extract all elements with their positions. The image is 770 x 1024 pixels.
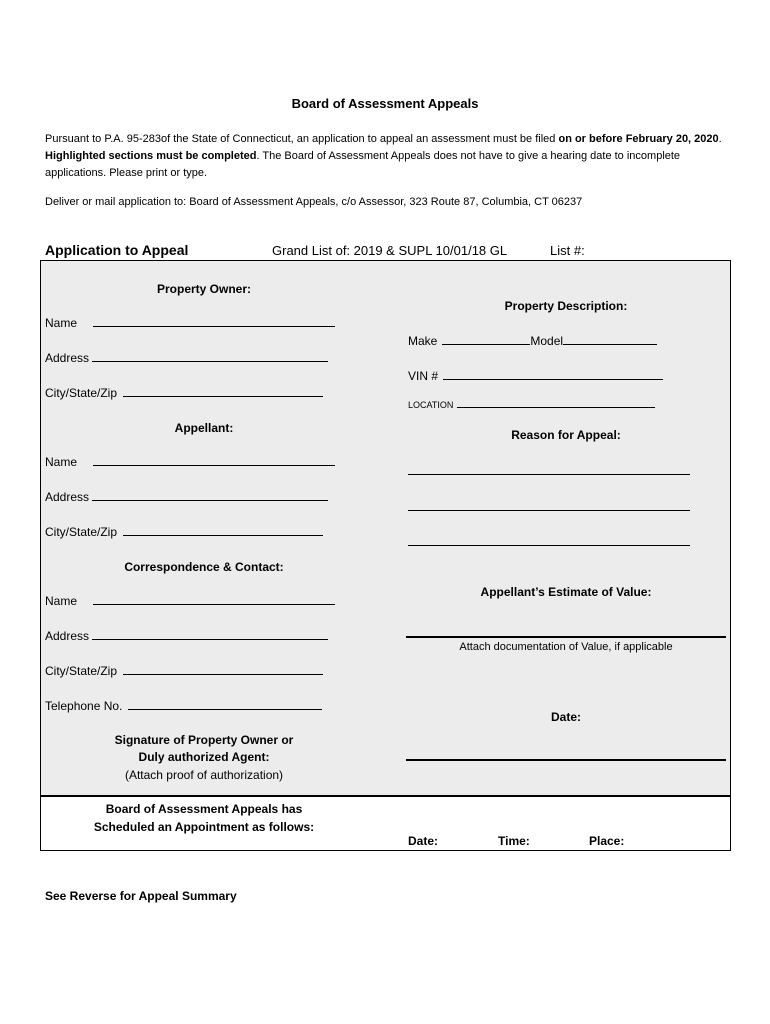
contact-name-field[interactable] xyxy=(45,594,335,608)
contact-address-field[interactable] xyxy=(45,629,328,643)
intro-deadline: on or before February 20, 2020 xyxy=(558,133,719,145)
intro-text-3: . The Board of Assessment Appeals does not have to give a hearing date to incomplete applications. Please print or type. xyxy=(45,150,681,179)
signature-line1: Signature of Property Owner or xyxy=(114,733,294,747)
owner-name-label: Name xyxy=(45,316,78,330)
owner-name-field[interactable] xyxy=(45,316,335,330)
list-number-label: List #: xyxy=(550,243,585,258)
correspondence-heading: Correspondence & Contact: xyxy=(124,560,284,574)
reason-line-2[interactable] xyxy=(408,510,690,511)
property-owner-heading: Property Owner: xyxy=(156,282,252,296)
application-heading: Application to Appeal xyxy=(45,242,189,258)
contact-address-label: Address xyxy=(45,629,90,643)
model-label: Model xyxy=(530,334,564,348)
estimate-heading: Appellant’s Estimate of Value: xyxy=(480,585,652,599)
signature-note: (Attach proof of authorization) xyxy=(124,768,284,782)
reason-line-1[interactable] xyxy=(408,474,690,475)
reason-line-3[interactable] xyxy=(408,545,690,546)
reverse-note: See Reverse for Appeal Summary xyxy=(45,889,237,903)
intro-text-2: . xyxy=(718,133,722,145)
contact-city-field[interactable] xyxy=(45,664,323,678)
schedule-place-label: Place: xyxy=(589,834,625,848)
vin-field[interactable] xyxy=(408,369,663,383)
delivery-address: Deliver or mail application to: Board of Assessment Appeals, c/o Assessor, 323 Route 87, Columbia, CT 06237 xyxy=(45,196,583,208)
appellant-address-label: Address xyxy=(45,490,90,504)
schedule-date-label: Date: xyxy=(408,834,439,848)
date-heading: Date: xyxy=(550,710,581,724)
contact-name-label: Name xyxy=(45,594,78,608)
appellant-heading: Appellant: xyxy=(174,421,234,435)
owner-city-field[interactable] xyxy=(45,386,323,400)
vin-label: VIN # xyxy=(408,369,439,383)
appellant-city-field[interactable] xyxy=(45,525,323,539)
owner-address-label: Address xyxy=(45,351,90,365)
appellant-city-label: City/State/Zip xyxy=(45,525,118,539)
schedule-line1: Board of Assessment Appeals has xyxy=(105,802,303,816)
contact-city-label: City/State/Zip xyxy=(45,664,118,678)
make-model-field[interactable] xyxy=(408,334,657,348)
make-label: Make xyxy=(408,334,438,348)
telephone-label: Telephone No. xyxy=(45,699,123,713)
appellant-address-field[interactable] xyxy=(45,490,328,504)
location-label: LOCATION xyxy=(408,400,454,410)
intro-highlight: Highlighted sections must be completed xyxy=(45,150,257,162)
appellant-name-field[interactable] xyxy=(45,455,335,469)
signature-line2: Duly authorized Agent: xyxy=(138,750,270,764)
estimate-note: Attach documentation of Value, if applicable xyxy=(459,641,673,653)
schedule-time-label: Time: xyxy=(498,834,530,848)
property-description-heading: Property Description: xyxy=(504,299,628,313)
date-signature-line[interactable] xyxy=(406,759,726,761)
owner-city-label: City/State/Zip xyxy=(45,386,118,400)
owner-address-field[interactable] xyxy=(45,351,328,365)
telephone-field[interactable] xyxy=(45,699,322,713)
intro-paragraph xyxy=(45,131,735,182)
schedule-line2: Scheduled an Appointment as follows: xyxy=(93,820,315,834)
intro-text-1: Pursuant to P.A. 95-283of the State of Connecticut, an application to appeal an assessment must be filed xyxy=(45,133,559,145)
page-title: Board of Assessment Appeals xyxy=(291,96,479,111)
grand-list-label: Grand List of: 2019 & SUPL 10/01/18 GL xyxy=(272,243,508,258)
appellant-name-label: Name xyxy=(45,455,78,469)
location-field[interactable] xyxy=(408,400,655,410)
reason-heading: Reason for Appeal: xyxy=(511,428,621,442)
estimate-value-line[interactable] xyxy=(406,636,726,638)
